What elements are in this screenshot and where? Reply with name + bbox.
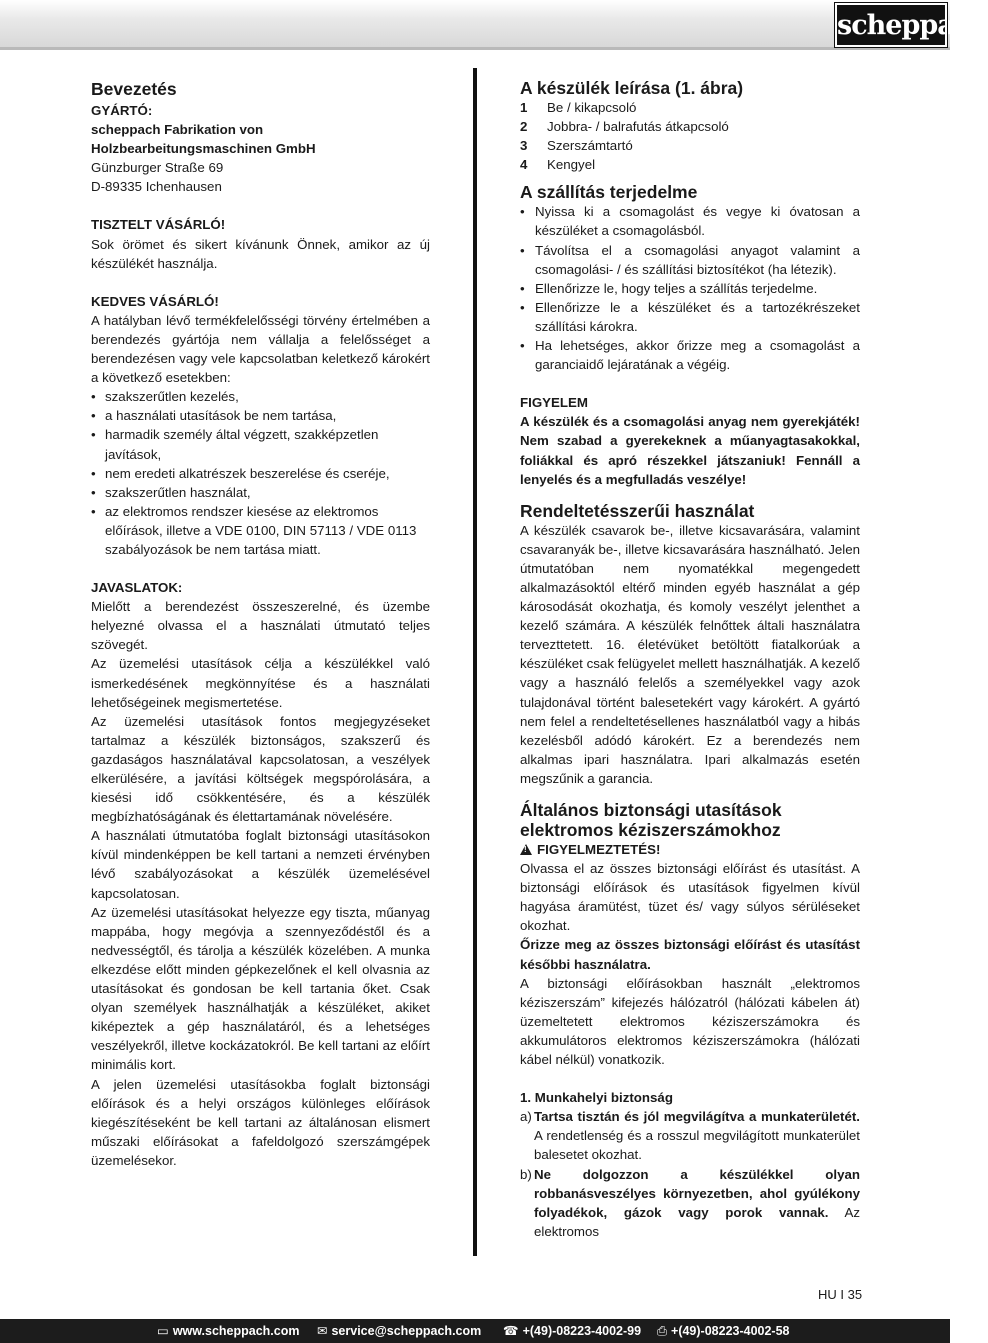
list-item: [520, 117, 860, 136]
item-bold-text: Tartsa tisztán és jól megvilágítva a munkaterületét.: [534, 1109, 860, 1125]
warning-triangle-icon: [520, 844, 532, 855]
footer-phone: [503, 1319, 641, 1343]
left-column: [91, 78, 430, 1170]
page-number: HU I 35: [818, 1287, 863, 1302]
intended-use-title: Rendeltetésszerűi használat: [520, 500, 755, 521]
paragraph: A használati útmutatóba foglalt biztonsági utasításokon kívül mindenképpen be kell tartani a nemzeti érvényben lévő szabályozásokat a készülék üzemelésével kapcsolatosan.: [91, 828, 430, 901]
part-number: 4: [520, 157, 528, 173]
item-letter: b): [520, 1166, 532, 1182]
part-number: 3: [520, 138, 528, 154]
item-plain-text: A rendetlenség és a rosszul megvilágított munkaterület balesetet okozhat.: [534, 1128, 860, 1163]
device-description-title: A készülék leírása (1. ábra): [520, 78, 744, 98]
workplace-safety-title: 1. Munkahelyi biztonság: [520, 1090, 673, 1106]
fax-text: +(49)-08223-4002-58: [671, 1324, 790, 1338]
dear-customer-text-1: Sok örömet és sikert kívánunk Önnek, amikor az új készülékét használja.: [91, 236, 430, 271]
part-label: Jobbra- / balrafutás átkapcsoló: [547, 119, 729, 135]
attention-text: A készülék és a csomagolási anyag nem gyerekjáték! Nem szabad a gyerekeknek a műanyagtasakokkal, foliákkal és apró részekkel játszaniuk! Fennáll a lenyelés és a megfulladás veszélye!: [520, 414, 860, 487]
footer-bar: [0, 1319, 950, 1343]
item-letter: a): [520, 1109, 532, 1125]
website-text: www.scheppach.com: [172, 1324, 300, 1338]
item-plain-text: Az elektromos: [534, 1204, 860, 1239]
monitor-icon: ▭: [157, 1324, 169, 1338]
phone-icon: ☎: [503, 1324, 519, 1338]
safety-title: Általános biztonsági utasítások elektromos kéziszerszámokhoz: [520, 800, 782, 840]
recommendations-label: JAVASLATOK:: [91, 580, 183, 596]
right-column: [520, 78, 860, 1241]
footer-website[interactable]: [157, 1319, 299, 1343]
item-bold-text: Ne dolgozzon a készülékkel olyan robbanásveszélyes környezetben, ahol gyúlékony folyadékok, gázok vagy porok vannak.: [534, 1166, 860, 1220]
list-item: • Nyissa ki a csomagolást és vegye ki óvatosan a készüléket a csomagolásból.: [520, 202, 860, 240]
list-item: • az elektromos rendszer kiesése az elektromos előírások, illetve a VDE 0100, DIN 57113 / VDE 0113 szabályozások be nem tartása miatt.: [91, 502, 430, 559]
paragraph: A jelen üzemelési utasításokba foglalt biztonsági előírások és a helyi országos különleges előírások kiegészítéseként be kell tartani az általánosan elismert műszaki előírásokat a fafeldolgozó szerszámgépek üzemelésekor.: [91, 1076, 430, 1168]
manufacturer-name-1: scheppach Fabrikation von: [91, 122, 264, 138]
address-city: D-89335 Ichenhausen: [91, 179, 222, 195]
item-text: [534, 1165, 860, 1241]
paragraph: Az üzemelési utasítások fontos megjegyzéseket tartalmaz a készülék biztonságos, szakszerű és gazdaságos használatával kapcsolatosan, a veszélyek elkerülésére, a javítási költségek megspórolására, a kiesési idő csökkentésére, és a készülék megbízhatóságának és élettartamának növelésére.: [91, 713, 430, 825]
list-item: • szakszerűtlen használat,: [91, 483, 430, 502]
list-item: [520, 155, 860, 174]
parts-list: [520, 98, 860, 174]
item-text: [534, 1107, 860, 1164]
list-item: [520, 98, 860, 117]
intro-title: Bevezetés: [91, 79, 177, 99]
list-item: • Ha lehetséges, akkor őrizze meg a csomagolást a garanciaidő lejáratának a végéig.: [520, 336, 860, 374]
part-label: Szerszámtartó: [547, 138, 633, 154]
list-item: [520, 1107, 860, 1164]
phone-text: +(49)-08223-4002-99: [522, 1324, 642, 1338]
list-item: [520, 136, 860, 155]
part-number: 2: [520, 119, 528, 135]
list-item: • nem eredeti alkatrészek beszerelése és cseréje,: [91, 464, 430, 483]
mail-icon: ✉: [317, 1324, 328, 1338]
delivery-scope-list: [520, 202, 860, 374]
part-number: 1: [520, 100, 528, 115]
paragraph: Az üzemelési utasítások célja a készülékkel való ismerkedésének megkönnyítése és a használati lehetőségeinek megismertetése.: [91, 656, 430, 710]
list-item: • Ellenőrizze le, hogy teljes a szállítás terjedelme.: [520, 279, 860, 298]
address-street: Günzburger Straße 69: [91, 160, 224, 176]
list-item: • Távolítsa el a csomagolási anyagot valamint a csomagolási- / és szállítási biztosítékot (ha létezik).: [520, 241, 860, 279]
attention-label: FIGYELEM: [520, 395, 588, 411]
footer-email[interactable]: [317, 1319, 481, 1343]
footer-fax: [657, 1319, 790, 1343]
paragraph: Az üzemelési utasításokat helyezze egy tiszta, műanyag mappába, hogy megóvja a szennyeződéstől és a nedvességtől, és tárolja a készülék közelében. A munka elkezdése előtt minden gépkezelőnek el kell olvasnia az utasításokat és gondosan be kell tartania őket. Csak olyan személyek használhatják a készüléket, akiket kiképeztek a gép használatáról, és a lehetséges veszélyekről, illetve kockázatokról. Be kell tartani az előírt minimális kort.: [91, 904, 430, 1073]
part-label: Be / kikapcsoló: [547, 100, 637, 115]
power-tool-term-text: A biztonsági előírásokban használt „elektromos kéziszerszám” kifejezés hálózatról (hálózati kábelen át) üzemeltetett elektromos kéziszerszámokra és akkumulátoros elektromos kéziszerszámokra (hálózati kábel nélkül) vonatkozik.: [520, 975, 860, 1068]
keep-instructions-text: Őrizze meg az összes biztonsági előírást és utasítást későbbi használatra.: [520, 937, 860, 972]
email-text: service@scheppach.com: [331, 1324, 482, 1338]
paragraph: Mielőtt a berendezést összeszerelné, és üzembe helyezné olvassa el a használati útmutató teljes szövegét.: [91, 599, 430, 653]
list-item: • a használati utasítások be nem tartása,: [91, 406, 430, 425]
column-divider: [473, 68, 477, 1256]
list-item: [520, 1165, 860, 1241]
safety-text: Olvassa el az összes biztonsági előírást és utasítást. A biztonsági előírások és utasítások figyelmen kívül hagyása áramütést, tüzet és/ vagy súlyos sérüléseket okozhat.: [520, 861, 860, 934]
warning-heading: [520, 840, 860, 859]
list-item: • szakszerűtlen kezelés,: [91, 387, 430, 406]
scheppach-logo: scheppach: [835, 3, 947, 47]
list-item: • harmadik személy által végzett, szakképzetlen javítások,: [91, 425, 430, 463]
manufacturer-name-2: Holzbearbeitungsmaschinen GmbH: [91, 141, 316, 157]
manufacturer-label: GYÁRTÓ:: [91, 103, 153, 118]
dear-customer-label-2: KEDVES VÁSÁRLÓ!: [91, 293, 219, 309]
dear-customer-label-1: TISZTELT VÁSÁRLÓ!: [91, 217, 226, 233]
intended-use-text: A készülék csavarok be-, illetve kicsavarására, valamint csavaranyák be-, illetve kicsavarására használható. Jelen útmutatóban nem nyomatékkal megengedett alkalmazásoktól eltérő minden egyéb használat a gép károsodását okozhatja, és komoly veszélyt jelenthet a kezelő számára. A készülék felnőttek általi használatra tervezttetett. 16. életévüket betöltött fiatalkorúak a készüléket csak felügyelet mellett használhatják. A kezelő vagy a használó felelős a személyekkel vagy azok tulajdonával történt balesetekért vagy károkért. A gyártó nem felel a rendeltetésellenes használatból vagy a hibás kezelésből adódó károkért. Ez a berendezés nem alkalmas ipari használatra. Ipari alkalmazás esetén megszűnik a garancia.: [520, 522, 860, 786]
fax-icon: ⎙: [657, 1324, 668, 1338]
part-label: Kengyel: [547, 157, 596, 173]
list-item: • Ellenőrizze le a készüléket és a tartozékrészeket szállítási károkra.: [520, 298, 860, 336]
liability-intro: A hatályban lévő termékfelelősségi törvény értelmében a berendezés gyártója nem vállalja a felelősséget a berendezésen vagy vele kapcsolatban keletkező károkért a következő esetekben:: [91, 312, 430, 386]
liability-cases-list: [91, 387, 430, 559]
delivery-scope-title: A szállítás terjedelme: [520, 182, 698, 203]
header-bar: [0, 0, 988, 50]
warning-label: FIGYELMEZTETÉS!: [537, 842, 661, 857]
